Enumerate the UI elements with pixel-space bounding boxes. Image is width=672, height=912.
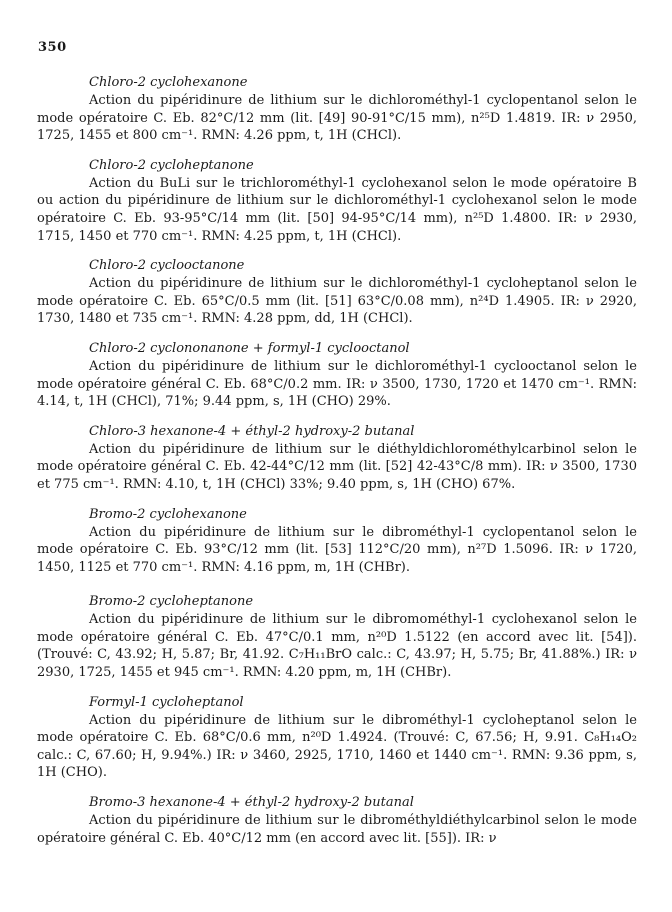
- entry-title: Chloro-2 cyclooctanone: [89, 258, 245, 274]
- entry-title: Chloro-3 hexanone-4 + éthyl-2 hydroxy-2 butanal: [89, 423, 415, 439]
- entry-text: Action du pipéridinure de lithium sur le dibrométhyldiéthylcarbinol selon le mode opératoire général C. Eb. 40°C/12 mm (en accord avec lit. [55]). IR: ν: [37, 813, 637, 846]
- entry-chloro2-cyclooctanone: [37, 257, 637, 328]
- entry-bromo2-cycloheptanone: [37, 593, 637, 681]
- entry-chloro2-cyclohexanone: [37, 74, 637, 145]
- entry-title: Bromo-3 hexanone-4 + éthyl-2 hydroxy-2 butanal: [89, 795, 414, 811]
- entry-chloro2-cyclononanone: [37, 340, 637, 411]
- page-number: 350: [38, 40, 67, 55]
- entry-text: Action du pipéridinure de lithium sur le diéthyldichlorométhylcarbinol selon le mode opératoire général C. Eb. 42-44°C/12 mm (lit. [52] 42-43°C/8 mm). IR: ν 3500, 1730 et 775 cm⁻¹. RMN: 4.10, t, 1H (CHCl) 33%; 9.40 ppm, s, 1H (CHO) 67%.: [37, 441, 637, 492]
- entry-title: Bromo-2 cyclohexanone: [89, 506, 247, 522]
- entry-bromo3-hexanone4: [37, 794, 637, 847]
- entry-text: Action du pipéridinure de lithium sur le dichlorométhyl-1 cyclooctanol selon le mode opératoire général C. Eb. 68°C/0.2 mm. IR: ν 3500, 1730, 1720 et 1470 cm⁻¹. RMN: 4.14, t, 1H (CHCl), 71%; 9.44 ppm, s, 1H (CHO) 29%.: [37, 358, 637, 410]
- entry-text: Action du BuLi sur le trichlorométhyl-1 cyclohexanol selon le mode opératoire B ou action du pipéridinure de lithium sur le dichlorométhyl-1 cyclohexanol selon le mode opératoire C. Eb. 93-95°C/14 mm (lit. [50] 94-95°C/14 mm), n²⁵D 1.4800. IR: ν 2930, 1715, 1450 et 770 cm⁻¹. RMN: 4.25 ppm, t, 1H (CHCl).: [37, 175, 637, 244]
- entry-title: Chloro-2 cycloheptanone: [89, 157, 254, 173]
- entry-chloro2-cycloheptanone: [37, 157, 637, 245]
- entry-title: Chloro-2 cyclohexanone: [89, 75, 248, 90]
- entry-text: Action du pipéridinure de lithium sur le dibrométhyl-1 cyclopentanol selon le mode opératoire C. Eb. 93°C/12 mm (lit. [53] 112°C/20 mm), n²⁷D 1.5096. IR: ν 1720, 1450, 1125 et 770 cm⁻¹. RMN: 4.16 ppm, m, 1H (CHBr).: [37, 524, 637, 575]
- entry-title: Chloro-2 cyclononanone + formyl-1 cyclooctanol: [89, 340, 410, 356]
- entry-title: Bromo-2 cycloheptanone: [89, 594, 254, 610]
- entry-text: Action du pipéridinure de lithium sur le dibromométhyl-1 cyclohexanol selon le mode opératoire général C. Eb. 47°C/0.1 mm, n²⁰D 1.5122 (en accord avec lit. [54]). (Trouvé: C, 43.92; H, 5.87; Br, 41.92. C₇H₁₁BrO calc.: C, 43.97; H, 5.75; Br, 41.88%.) IR: ν 2930, 1725, 1455 et 945 cm⁻¹. RMN: 4.20 ppm, m, 1H (CHBr).: [37, 612, 637, 681]
- entry-text: Action du pipéridinure de lithium sur le dichlorométhyl-1 cycloheptanol selon le mode opératoire C. Eb. 65°C/0.5 mm (lit. [51] 63°C/0.08 mm), n²⁴D 1.4905. IR: ν 2920, 1730, 1480 et 735 cm⁻¹. RMN: 4.28 ppm, dd, 1H (CHCl).: [37, 276, 637, 327]
- entry-bromo2-cyclohexanone: [37, 506, 637, 577]
- entry-text: Action du pipéridinure de lithium sur le dibrométhyl-1 cycloheptanol selon le mode opératoire C. Eb. 68°C/0.6 mm, n²⁰D 1.4924. (Trouvé: C, 67.56; H, 9.91. C₈H₁₄O₂ calc.: C, 67.60; H, 9.94%.) IR: ν 3460, 2925, 1710, 1460 et 1440 cm⁻¹. RMN: 9.36 ppm, s, 1H (CHO).: [37, 712, 637, 781]
- entry-text: Action du pipéridinure de lithium sur le dichlorométhyl-1 cyclopentanol selon le mode opératoire C. Eb. 82°C/12 mm (lit. [49] 90-91°C/15 mm), n²⁵D 1.4819. IR: ν 2950, 1725, 1455 et 800 cm⁻¹. RMN: 4.26 ppm, t, 1H (CHCl).: [37, 93, 637, 144]
- document-body: [37, 74, 637, 859]
- entry-formyl1-cycloheptanol: [37, 694, 637, 782]
- entry-title: Formyl-1 cycloheptanol: [89, 694, 244, 710]
- entry-chloro3-hexanone4: [37, 423, 637, 494]
